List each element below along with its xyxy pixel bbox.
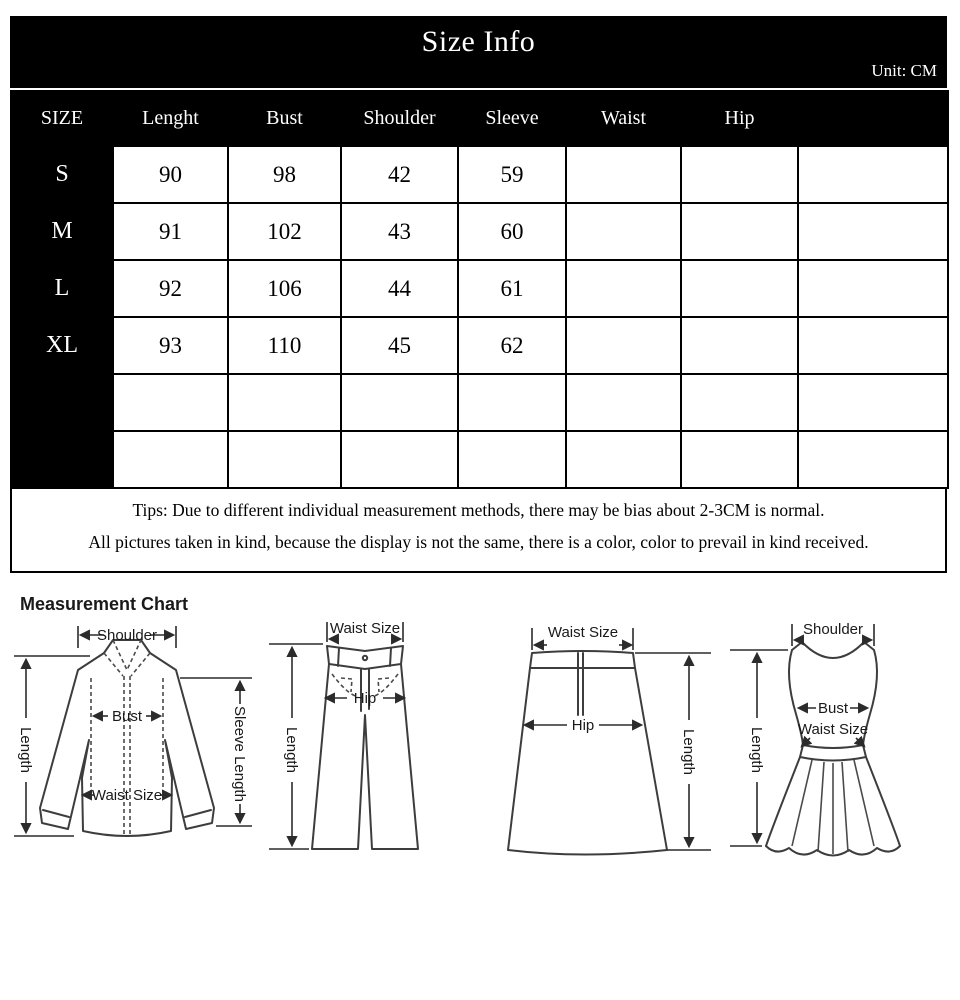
dress-shoulder-label: Shoulder <box>802 621 864 638</box>
size-cell: M <box>11 203 113 260</box>
value-cell: 60 <box>458 203 566 260</box>
column-header-size: SIZE <box>11 91 113 146</box>
value-cell <box>681 146 798 203</box>
value-cell <box>566 317 681 374</box>
value-cell: 110 <box>228 317 341 374</box>
tips-line-2: All pictures taken in kind, because the display is not the same, there is a color, color to prevail in kind received. <box>88 532 869 552</box>
pants-waist-label: Waist Size <box>329 620 401 637</box>
shirt-shoulder-label: Shoulder <box>96 627 158 644</box>
size-table <box>10 90 949 489</box>
column-header-sleeve: Sleeve <box>458 91 566 146</box>
value-cell: 45 <box>341 317 458 374</box>
table-row-m <box>11 203 948 260</box>
dress-pleat-lines-icon <box>792 760 874 854</box>
value-cell <box>798 374 948 431</box>
value-cell <box>681 317 798 374</box>
size-cell <box>11 374 113 431</box>
column-header-hip: Hip <box>681 91 798 146</box>
skirt-hip-label: Hip <box>571 717 595 734</box>
shirt-bust-label: Bust <box>111 708 143 725</box>
value-cell <box>113 431 228 488</box>
value-cell <box>681 374 798 431</box>
table-row-l <box>11 260 948 317</box>
title-bar <box>10 16 947 88</box>
shirt-length-label: Length <box>17 727 34 773</box>
value-cell <box>798 260 948 317</box>
skirt-outline-icon <box>508 651 667 855</box>
value-cell: 102 <box>228 203 341 260</box>
value-cell <box>458 431 566 488</box>
skirt-length-label: Length <box>680 729 697 775</box>
value-cell <box>566 260 681 317</box>
size-cell: S <box>11 146 113 203</box>
dress-length-label: Length <box>748 727 765 773</box>
skirt-waist-label: Waist Size <box>547 624 619 641</box>
pants-outline-icon <box>312 646 418 849</box>
value-cell <box>681 203 798 260</box>
column-header-bust: Bust <box>228 91 341 146</box>
value-cell <box>228 431 341 488</box>
value-cell <box>458 374 566 431</box>
shirt-stitch-lines-icon <box>91 640 163 834</box>
column-header-blank <box>798 91 948 146</box>
size-cell <box>11 431 113 488</box>
dress-bust-label: Bust <box>817 700 849 717</box>
value-cell <box>798 203 948 260</box>
value-cell <box>566 374 681 431</box>
skirt-diagram <box>490 620 715 860</box>
value-cell <box>798 317 948 374</box>
value-cell <box>681 260 798 317</box>
shirt-sleeve-length-label: Sleeve Length <box>231 706 248 802</box>
value-cell: 106 <box>228 260 341 317</box>
table-row-empty-1 <box>11 374 948 431</box>
value-cell: 62 <box>458 317 566 374</box>
pants-hip-label: Hip <box>353 690 377 707</box>
value-cell: 42 <box>341 146 458 203</box>
unit-label: Unit: CM <box>871 61 937 80</box>
table-row-s <box>11 146 948 203</box>
value-cell: 61 <box>458 260 566 317</box>
value-cell <box>341 374 458 431</box>
measurement-figures <box>0 618 960 880</box>
value-cell: 93 <box>113 317 228 374</box>
pants-diagram <box>265 618 480 858</box>
column-header-waist: Waist <box>566 91 681 146</box>
value-cell <box>341 431 458 488</box>
value-cell <box>681 431 798 488</box>
value-cell <box>798 431 948 488</box>
measurement-chart-title: Measurement Chart <box>20 594 189 614</box>
value-cell: 92 <box>113 260 228 317</box>
value-cell: 44 <box>341 260 458 317</box>
tips-box <box>10 487 947 573</box>
value-cell <box>113 374 228 431</box>
table-row-xl <box>11 317 948 374</box>
value-cell: 98 <box>228 146 341 203</box>
dress-waist-label: Waist Size <box>797 721 869 738</box>
table-row-empty-2 <box>11 431 948 488</box>
pants-length-label: Length <box>283 727 300 773</box>
shirt-diagram <box>10 618 255 858</box>
tips-line-1: Tips: Due to different individual measurement methods, there may be bias about 2-3CM is normal. <box>132 500 825 520</box>
shirt-waist-label: Waist Size <box>91 787 163 804</box>
value-cell <box>228 374 341 431</box>
column-header-shoulder: Shoulder <box>341 91 458 146</box>
value-cell <box>566 146 681 203</box>
size-cell: XL <box>11 317 113 374</box>
dress-diagram <box>722 618 952 873</box>
value-cell <box>798 146 948 203</box>
value-cell: 90 <box>113 146 228 203</box>
shirt-outline-icon <box>40 640 214 836</box>
page-title: Size Info <box>421 25 536 58</box>
shirt-measure-lines-icon <box>14 626 252 836</box>
value-cell: 43 <box>341 203 458 260</box>
value-cell: 91 <box>113 203 228 260</box>
table-header-row <box>11 91 948 146</box>
column-header-lenght: Lenght <box>113 91 228 146</box>
value-cell <box>566 431 681 488</box>
value-cell <box>566 203 681 260</box>
value-cell: 59 <box>458 146 566 203</box>
size-cell: L <box>11 260 113 317</box>
